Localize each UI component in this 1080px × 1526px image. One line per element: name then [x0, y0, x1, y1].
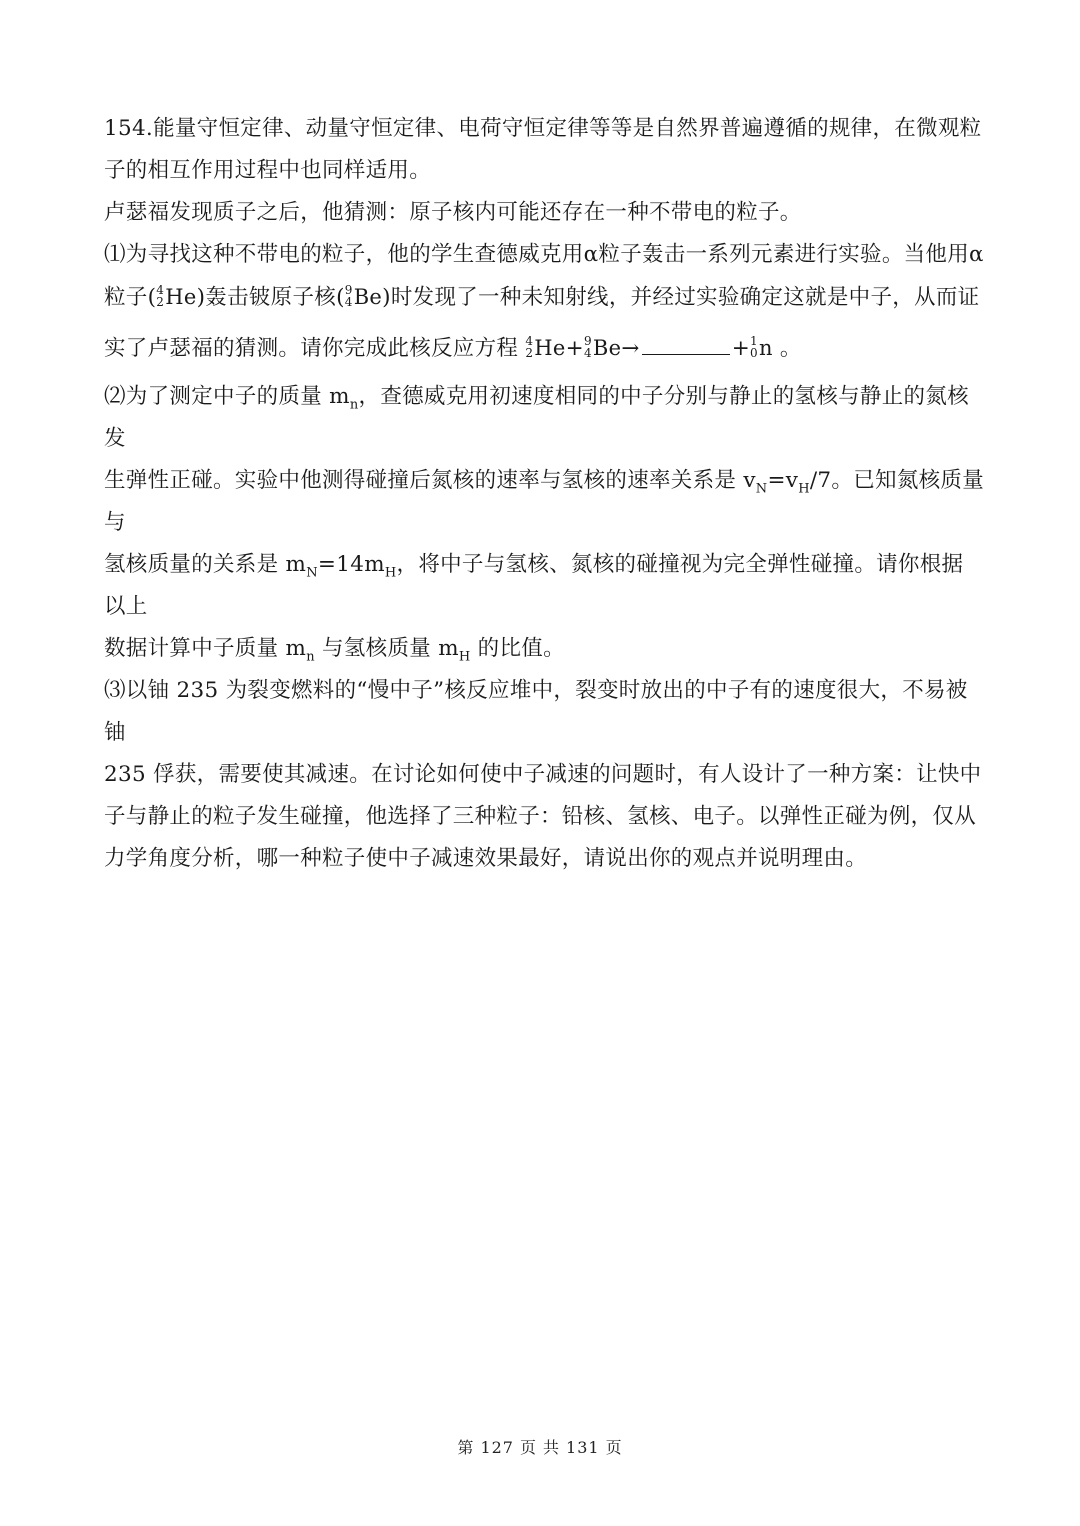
eq-helium — [525, 321, 565, 376]
current-page-number: 127 — [480, 1438, 514, 1457]
nuclear-equation — [525, 336, 772, 361]
text: =v — [767, 468, 799, 493]
atomic-number: 2 — [525, 346, 534, 360]
text: 粒子( — [104, 285, 157, 310]
subscript: H — [458, 649, 471, 665]
part1-line-3 — [104, 321, 984, 376]
part2-line-1 — [104, 376, 984, 460]
text: 。 — [779, 336, 802, 361]
answer-blank[interactable] — [642, 332, 730, 355]
text: ，查德威克用初速度相同的中子分别与静止的氢核与静止的氮核发 — [104, 384, 969, 451]
text: )时发现了一种未知射线，并经过实验确定这就是中子，从而证 — [382, 285, 980, 310]
atomic-number: 0 — [750, 346, 758, 360]
element-symbol: He — [165, 285, 197, 309]
text: /7。已知氮核质量与 — [104, 468, 985, 535]
part1-line-1: ⑴为寻找这种不带电的粒子，他的学生查德威克用α粒子轰击一系列元素进行实验。当他用α — [104, 242, 984, 267]
footer-suffix: 页 — [605, 1438, 623, 1457]
intro-line-1: 154.能量守恒定律、动量守恒定律、电荷守恒定律等等是自然界普遍遵循的规律，在微观粒 — [104, 116, 982, 141]
reaction-arrow: → — [621, 336, 640, 361]
helium-nuclide — [156, 276, 196, 319]
part2-line-4 — [104, 628, 984, 670]
part2-line-3 — [104, 544, 984, 628]
element-symbol: He — [534, 336, 566, 360]
eq-beryllium — [584, 321, 621, 376]
subscript: n — [306, 649, 315, 665]
eq-neutron — [750, 321, 773, 376]
subscript: n — [349, 397, 359, 413]
subscript: H — [798, 481, 810, 497]
text: ，将中子与氢核、氮核的碰撞视为完全弹性碰撞。请你根据以上 — [104, 552, 964, 619]
text: 氢核质量的关系是 m — [104, 552, 307, 577]
atomic-number: 4 — [344, 295, 353, 309]
footer-mid2: 共 — [543, 1438, 561, 1457]
part3-line-4: 力学角度分析，哪一种粒子使中子减速效果最好，请说出你的观点并说明理由。 — [104, 846, 868, 871]
part3-line-3: 子与静止的粒子发生碰撞，他选择了三种粒子：铅核、氢核、电子。以弹性正碰为例，仅从 — [104, 804, 977, 829]
element-symbol: n — [758, 336, 773, 360]
part3-line-2: 235 俘获，需要使其减速。在讨论如何使中子减速的问题时，有人设计了一种方案：让快中 — [104, 762, 982, 787]
mass-number: 4 — [156, 283, 165, 297]
text: 数据计算中子质量 m — [104, 636, 307, 661]
text: )轰击铍原子核( — [196, 285, 345, 310]
subscript: N — [755, 481, 768, 497]
mass-number: 1 — [750, 334, 758, 348]
plus-sign: + — [565, 336, 584, 361]
plus-sign: + — [731, 336, 751, 361]
text: 生弹性正碰。实验中他测得碰撞后氮核的速率与氢核的速率关系是 v — [104, 468, 756, 493]
footer-prefix: 第 — [457, 1438, 475, 1457]
text: =14m — [317, 552, 385, 577]
subscript: H — [384, 565, 397, 581]
text: 实了卢瑟福的猜测。请你完成此核反应方程 — [104, 336, 519, 361]
element-symbol: Be — [592, 336, 622, 360]
atomic-number: 2 — [156, 295, 165, 309]
subscript: N — [306, 565, 318, 581]
beryllium-nuclide — [345, 276, 382, 319]
part2-line-2 — [104, 460, 984, 544]
text: ⑵为了测定中子的质量 m — [104, 384, 350, 409]
total-pages-number: 131 — [566, 1438, 600, 1457]
text: 的比值。 — [470, 636, 565, 661]
mass-number: 9 — [344, 283, 353, 297]
footer-mid1: 页 — [519, 1438, 537, 1457]
text: 与氢核质量 m — [314, 636, 459, 661]
element-symbol: Be — [353, 285, 383, 309]
intro-line-2: 子的相互作用过程中也同样适用。 — [104, 158, 432, 183]
atomic-number: 4 — [583, 346, 592, 360]
question-154 — [104, 108, 984, 880]
intro-line-3: 卢瑟福发现质子之后，他猜测：原子核内可能还存在一种不带电的粒子。 — [104, 200, 802, 225]
page-footer — [0, 1436, 1080, 1460]
part3-line-1: ⑶以铀 235 为裂变燃料的“慢中子”核反应堆中，裂变时放出的中子有的速度很大，不易被铀 — [104, 678, 968, 745]
part1-line-2 — [104, 276, 984, 319]
mass-number: 9 — [583, 334, 592, 348]
mass-number: 4 — [525, 334, 534, 348]
